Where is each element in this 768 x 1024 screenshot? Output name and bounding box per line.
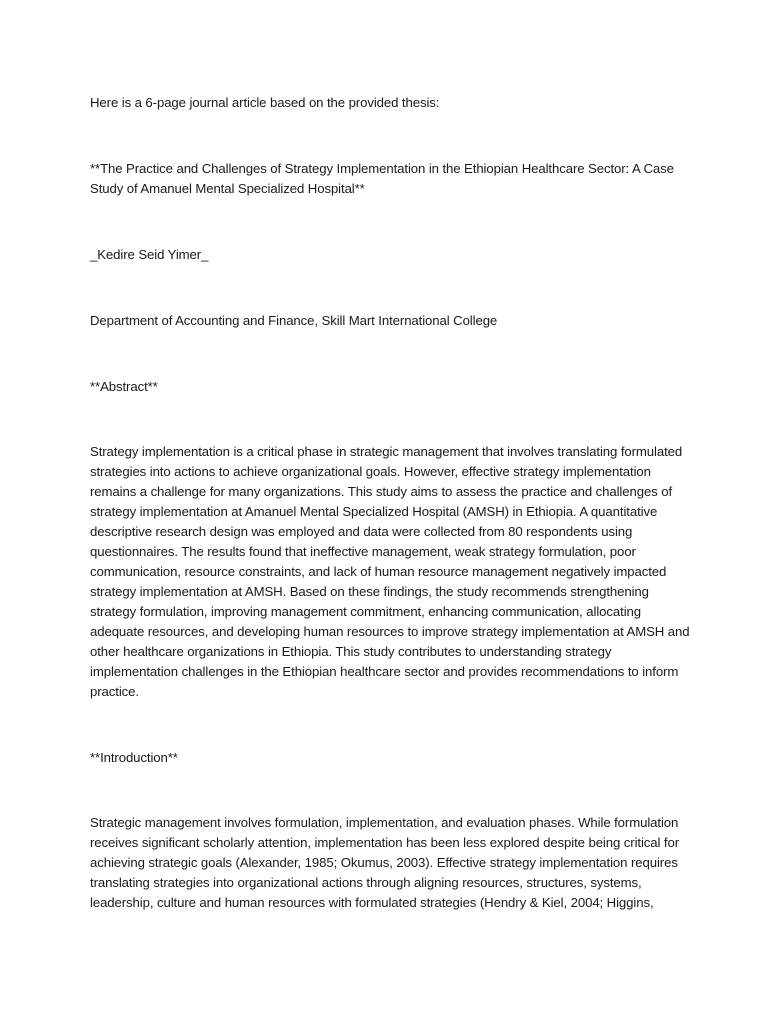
author-affiliation: Department of Accounting and Finance, Skill Mart International College: [90, 313, 498, 328]
introduction-paragraph: Strategic management involves formulation, implementation, and evaluation phases. While formulation receives significant scholarly attention, implementation has been less explored despite being critical for achieving strategic goals (Alexander, 1985; Okumus, 2003). Effective strategy implementation requires translating strategies into organizational actions through aligning resources, structures, systems, leadership, culture and human resources with formulated strategies (Hendry & Kiel, 2004; Higgins,: [90, 815, 680, 910]
article-title: **The Practice and Challenges of Strategy Implementation in the Ethiopian Healthcare Sector: A Case Study of Amanuel Mental Specialized Hospital**: [90, 161, 674, 196]
abstract-heading: **Abstract**: [90, 379, 158, 394]
intro-line: Here is a 6-page journal article based on the provided thesis:: [90, 95, 440, 110]
introduction-heading: **Introduction**: [90, 750, 178, 765]
abstract-paragraph: Strategy implementation is a critical phase in strategic management that involves translating formulated strategies into actions to achieve organizational goals. However, effective strategy implementation remains a challenge for many organizations. This study aims to assess the practice and challenges of strategy implementation at Amanuel Mental Specialized Hospital (AMSH) in Ethiopia. A quantitative descriptive research design was employed and data were collected from 80 respondents using questionnaires. The results found that ineffective management, weak strategy formulation, poor communication, resource constraints, and lack of human resource management negatively impacted strategy implementation at AMSH. Based on these findings, the study recommends strengthening strategy formulation, improving management commitment, enhancing communication, allocating adequate resources, and developing human resources to improve strategy implementation at AMSH and other healthcare organizations in Ethiopia. This study contributes to understanding strategy implementation challenges in the Ethiopian healthcare sector and provides recommendations to inform practice.: [90, 444, 690, 699]
author-name: _Kedire Seid Yimer_: [90, 247, 209, 262]
